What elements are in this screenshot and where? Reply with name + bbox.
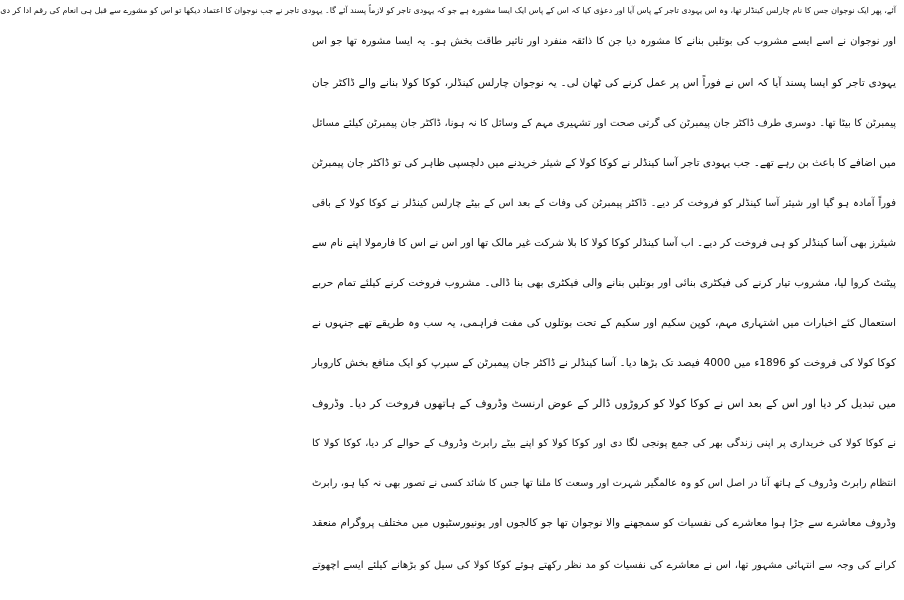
- text-line: کرانے کی وجہ سے انتہائی مشہور تھا، اس نے معاشرے کی نفسیات کو مد نظر رکھتے ہوئے کوکا کولا کی سیل کو بڑھانے کیلئے ایسے اچھوتے: [312, 560, 896, 571]
- text-line: نے کوکا کولا کی خریداری پر اپنی زندگی بھر کی جمع پونجی لگا دی اور کوکا کولا کو اپنے بیٹے رابرٹ وڈروف کے حوالے کر دیا، کوکا کولا کا: [312, 438, 896, 449]
- text-line: کوکا کولا کی فروخت کو 1896ء میں 4000 فیصد تک بڑھا دیا۔ آسا کینڈلر نے ڈاکٹر جان پیمبرٹن کے سیرپ کو ایک منافع بخش کاروبار: [312, 357, 896, 369]
- text-line: میں تبدیل کر دیا اور اس کے بعد اس نے کوکا کولا کو کروڑوں ڈالر کے عوض ارنسٹ وڈروف کے ہاتھوں فروخت کر دیا۔ وڈروف: [312, 397, 896, 410]
- text-line: اور نوجوان نے اسے ایسے مشروب کی بوتلیں بنانے کا مشورہ دیا جن کا ذائقہ منفرد اور تاثیر طاقت بخش ہو۔ یہ ایسا مشورہ تھا جو اس: [312, 36, 896, 47]
- text-line: یہودی تاجر کو ایسا پسند آیا کہ اس نے فوراً اس پر عمل کرنے کی ٹھان لی۔ یہ نوجوان چارلس کینڈلر، کوکا کولا بنانے والے ڈاکٹر جان: [312, 77, 896, 89]
- text-line: میں اضافے کا باعث بن رہے تھے۔ جب یہودی تاجر آسا کینڈلر نے کوکا کولا کے شیئر خریدنے میں دلچسپی ظاہر کی تو ڈاکٹر جان پیمبرٹن: [311, 157, 896, 169]
- text-line: شیئرز بھی آسا کینڈلر کو ہی فروخت کر دیے۔ اب آسا کینڈلر کوکا کولا کا بلا شرکت غیر مالک تھا اور اس نے اس کا فارمولا اپنے نام سے: [312, 237, 896, 249]
- text-line: پیٹنٹ کروا لیا، مشروب تیار کرنے کی فیکٹری بنائی اور بوتلیں بنانے والی فیکٹری بھی بنا ڈالی۔ مشروب فروخت کرنے کیلئے تمام حربے: [312, 277, 896, 289]
- text-line: پیمبرٹن کا بیٹا تھا۔ دوسری طرف ڈاکٹر جان پیمبرٹن کی گرتی صحت اور تشہیری مہم کے وسائل کا نہ ہونا، ڈاکٹر جان پیمبرٹن کیلئے مسائل: [312, 118, 896, 129]
- text-line: فوراً آمادہ ہو گیا اور شیئر آسا کینڈلر کو فروخت کر دیے۔ ڈاکٹر پیمبرٹن کی وفات کے بعد اس کے بیٹے چارلس کینڈلر نے کوکا کولا کے باقی: [312, 198, 896, 209]
- text-line: آئے، پھر ایک نوجوان جس کا نام چارلس کینڈلر تھا، وہ اس یہودی تاجر کے پاس آیا اور دعوٰی کیا کہ اس کے پاس ایک ایسا مشورہ ہے جو کہ یہودی تاجر کو لازماً پسند آئے گا۔ یہودی تاجر نے جب نوجوان کا اعتماد دیکھا تو اس کو مشورے سے قبل ہی انعام کی رقم ادا کر دی: [0, 6, 896, 15]
- text-line: وڈروف معاشرے سے جڑا ہوا معاشرے کی نفسیات کو سمجھنے والا نوجوان تھا جو کالجوں اور یونیورسٹیوں میں مختلف پروگرام منعقد: [312, 517, 896, 529]
- text-line: انتظام رابرٹ وڈروف کے ہاتھ آنا در اصل اس کو وہ عالمگیر شہرت اور وسعت کا ملنا تھا جس کا شائد کسی نے تصور بھی نہ کیا ہو، رابرٹ: [312, 478, 896, 489]
- text-line: استعمال کئے اخبارات میں اشتہاری مہم، کوپن سکیم اور سکیم کے تحت بوتلوں کی مفت فراہمی، یہ سب وہ طریقے تھے جنہوں نے: [312, 317, 896, 329]
